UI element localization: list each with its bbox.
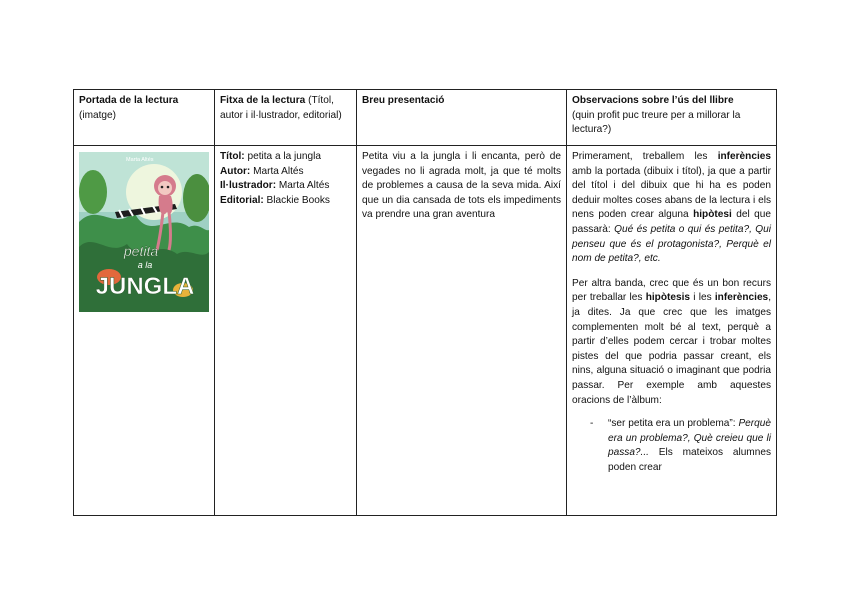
header-cell-presentacio — [357, 90, 567, 146]
bullet-questions: Perquè era un problema?, Què creieu que li passa?... — [608, 418, 771, 459]
header-fitxa-title: Fitxa de la lectura — [220, 95, 306, 106]
fitxa-cell — [215, 146, 357, 516]
bullet-quote: “ser petita era un problema”: — [608, 418, 739, 430]
obs-p2-keyword-inferencies: inferències — [714, 292, 769, 304]
bullet-dash: - — [590, 418, 594, 430]
header-presentacio-title: Breu presentació — [362, 95, 445, 106]
obs-p2-text-e: , ja dites. Ja que crec que les imatges complementen molt bé al text, perquè a partir d’elles podem cercar i trobar moltes pistes del que podria passar creant, els nins, alguna situació o imaginant que podria passar. Per exemple amb aquestes oracions de l’àlbum: — [572, 292, 771, 406]
obs-p1-text-c: amb la portada (dibuix i títol), ja que a partir del títol i del dibuix que hi ha es poden deduir moltes coses abans de la lectura i els nens poden crear alguna — [572, 165, 771, 221]
fitxa-editorial-value: Blackie Books — [263, 194, 330, 206]
content-row — [74, 146, 777, 516]
fitxa-illustrador-value: Marta Altés — [276, 180, 330, 192]
cover-title-line3: JUNGLA — [95, 273, 195, 300]
fitxa-titol-label: Títol: — [220, 151, 245, 162]
header-cell-fitxa — [215, 90, 357, 146]
book-cover-image — [79, 152, 209, 312]
obs-p2-text-c: i les — [690, 292, 715, 304]
fitxa-editorial-label: Editorial: — [220, 194, 264, 206]
cover-cell — [74, 146, 215, 516]
observacions-bullet-item — [572, 417, 771, 475]
observacions-paragraph-1 — [572, 150, 771, 267]
cover-title-line1: petita — [123, 243, 159, 259]
presentacio-text: Petita viu a la jungla i li encanta, però de vegades no li agrada molt, ja que té molts de problemes a causa de la seva mida. Així que un dia cansada de tots els impediments va prendre una gran aventura — [362, 151, 561, 221]
obs-p1-keyword-hipotesi: hipòtesi — [693, 209, 732, 221]
observacions-paragraph-2 — [572, 277, 771, 408]
header-cover-note: (imatge) — [79, 109, 117, 121]
header-observacions-title: Observacions sobre l’ús del llibre — [572, 95, 734, 106]
cover-author-text: Marta Altés — [126, 157, 154, 163]
cover-title-line2: a la — [137, 260, 153, 270]
header-observacions-note: (quin profit puc treure per a millorar la lectura?) — [572, 109, 741, 136]
fitxa-autor-value: Marta Altés — [250, 165, 304, 177]
fitxa-autor-label: Autor: — [220, 165, 251, 177]
obs-p2-text-a: Per altra banda, crec que és un bon recurs per treballar les — [572, 277, 771, 304]
obs-p1-keyword-inferencies: inferències — [717, 151, 771, 162]
fitxa-titol-value: petita a la jungla — [244, 151, 321, 162]
obs-p1-text-e: del que passarà: — [572, 209, 771, 235]
obs-p1-text-a: Primerament, treballem les — [572, 151, 718, 162]
obs-p2-keyword-hipotesis: hipòtesis — [645, 292, 690, 304]
header-fitxa-note: (Títol, autor i il·lustrador, editorial) — [220, 95, 342, 121]
presentacio-cell — [357, 146, 567, 516]
fitxa-illustrador-label: Il·lustrador: — [220, 180, 277, 192]
header-row — [74, 90, 777, 146]
header-cell-observacions — [567, 90, 777, 146]
bullet-text-c: Els mateixos alumnes poden crear — [608, 447, 771, 473]
header-cover-title: Portada de la lectura — [79, 95, 179, 106]
obs-p1-questions: Qué és petita o qui és petita?, Qui penseu que és el protagonista?, Perquè el nom de petita?, etc. — [572, 223, 771, 265]
header-cell-cover — [74, 90, 215, 146]
lesson-table — [73, 89, 777, 516]
observacions-cell — [567, 146, 777, 516]
